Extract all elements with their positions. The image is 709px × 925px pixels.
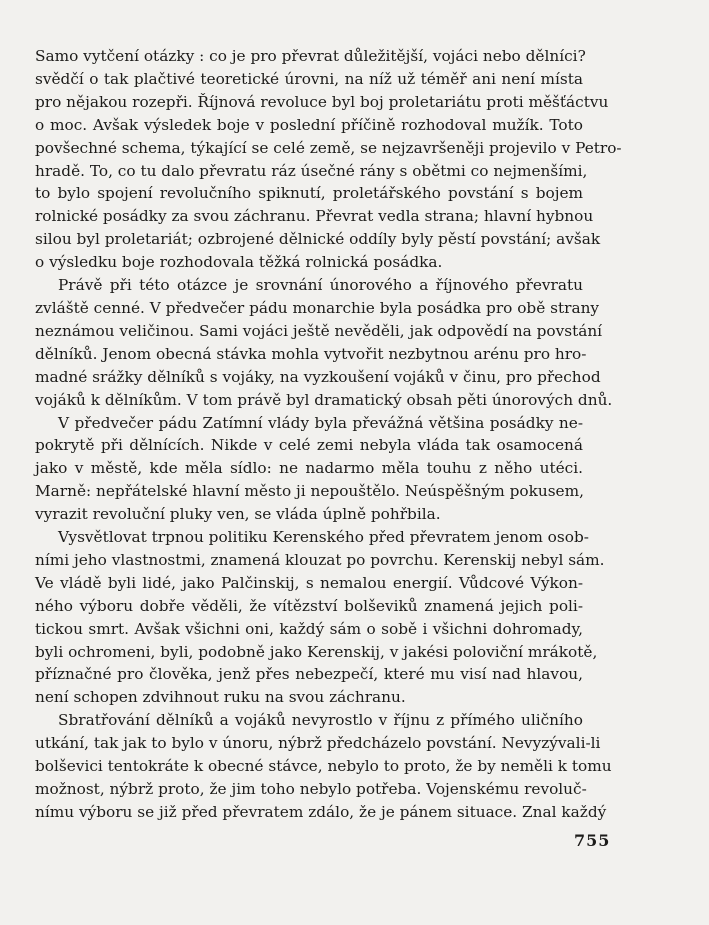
text-line: nímu výboru se již před převratem zdálo, že je pánem situace. Znal každý bbox=[35, 802, 607, 821]
text-line: jako v městě, kde měla sídlo: ne nadarmo měla touhu z něho utéci. bbox=[35, 459, 583, 478]
paragraph-3 bbox=[35, 412, 583, 527]
text-line: Ve vládě byli lidé, jako Palčinskij, s nemalou energií. Vůdcové Výkon- bbox=[35, 573, 583, 592]
text-line: dělníků. Jenom obecná stávka mohla vytvořit nezbytnou arénu pro hro- bbox=[35, 344, 587, 363]
text-line: silou byl proletariát; ozbrojené dělnické oddíly byly pěstí povstání; avšak bbox=[35, 230, 601, 249]
text-line: madné srážky dělníků s vojáky, na vyzkoušení vojáků v činu, pro přechod bbox=[35, 367, 601, 386]
text-line: vyrazit revoluční pluky ven, se vláda úplně pohřbila. bbox=[35, 505, 441, 524]
page-body bbox=[35, 45, 622, 824]
text-line: ného výboru dobře věděli, že vítězství bolševiků znamená jejich poli- bbox=[35, 596, 583, 615]
text-line: zvláště cenné. V předvečer pádu monarchie byla posádka pro obě strany bbox=[35, 298, 600, 317]
text-line: neznámou veličinou. Sami vojáci ještě nevěděli, jak odpovědí na povstání bbox=[35, 321, 603, 340]
text-line: ními jeho vlastnostmi, znamená klouzat po povrchu. Kerenskij nebyl sám. bbox=[35, 550, 605, 569]
text-line: o moc. Avšak výsledek boje v poslední příčině rozhodoval mužík. Toto bbox=[35, 115, 583, 134]
paragraph-2 bbox=[35, 274, 613, 411]
text-line: příznačné pro člověka, jenž přes nebezpečí, které mu visí nad hlavou, bbox=[35, 665, 583, 684]
text-line: bolševici tentokráte k obecné stávce, nebylo to proto, že by neměli k tomu bbox=[35, 757, 612, 776]
text-line: utkání, tak jak to bylo v únoru, nýbrž předcházelo povstání. Nevyzývali-li bbox=[35, 734, 601, 753]
text-line: rolnické posádky za svou záchranu. Převrat vedla strana; hlavní hybnou bbox=[35, 207, 594, 226]
paragraph-1 bbox=[35, 45, 622, 274]
paragraph-5 bbox=[35, 709, 612, 824]
paragraph-4 bbox=[35, 526, 605, 709]
text-line: to bylo spojení revolučního spiknutí, proletářského povstání s bojem bbox=[35, 184, 583, 203]
text-line: pro nějakou rozepři. Říjnová revoluce byl boj proletariátu proti měšťáctvu bbox=[35, 92, 609, 111]
text-line: Právě při této otázce je srovnání únorového a říjnového převratu bbox=[58, 276, 583, 295]
text-line: Samo vytčení otázky : co je pro převrat důležitější, vojáci nebo dělníci? bbox=[35, 47, 586, 65]
text-line: o výsledku boje rozhodovala těžká rolnická posádka. bbox=[35, 253, 443, 272]
text-line: svědčí o tak plačtivé teoretické úrovni, na níž už téměř ani není místa bbox=[35, 69, 583, 88]
text-line: tickou smrt. Avšak všichni oni, každý sám o sobě i všichni dohromady, bbox=[35, 619, 583, 638]
text-line: V předvečer pádu Zatímní vlády byla převážná většina posádky ne- bbox=[58, 413, 583, 432]
text-line: povšechné schema, týkající se celé země, se nejzavršeněji projevilo v Petro- bbox=[35, 138, 622, 157]
text-line: Marně: nepřátelské hlavní město ji nepouštělo. Neúspěšným pokusem, bbox=[35, 482, 584, 501]
text-line: možnost, nýbrž proto, že jim toho nebylo potřeba. Vojenskému revoluč- bbox=[35, 780, 587, 798]
text-line: hradě. To, co tu dalo převratu ráz úsečné rány s obětmi co nejmenšími, bbox=[35, 161, 588, 180]
text-line: pokrytě při dělnících. Nikde v celé zemi nebyla vláda tak osamocená bbox=[35, 436, 583, 455]
page-number: 755 bbox=[574, 831, 611, 850]
text-line: byli ochromeni, byli, podobně jako Kerenskij, v jakési poloviční mrákotě, bbox=[35, 642, 598, 661]
text-line: Sbratřování dělníků a vojáků nevyrostlo v říjnu z přímého uličního bbox=[58, 711, 583, 730]
text-line: vojáků k dělníkům. V tom právě byl dramatický obsah pěti únorových dnů. bbox=[35, 390, 613, 409]
text-line: není schopen zdvihnout ruku na svou záchranu. bbox=[35, 688, 406, 707]
text-line: Vysvětlovat trpnou politiku Kerenského před převratem jenom osob- bbox=[58, 528, 589, 547]
